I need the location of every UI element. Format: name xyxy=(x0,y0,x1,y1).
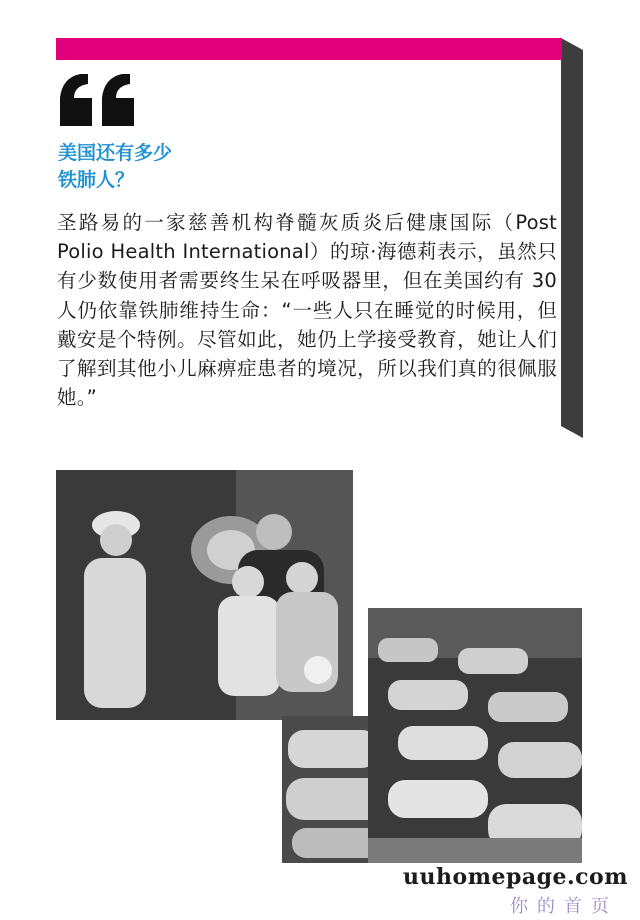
watermark-domain: uuhomepage.com xyxy=(403,864,628,890)
headline-line-2: 铁肺人？ xyxy=(58,169,135,191)
photo-family-iron-lung xyxy=(56,470,353,720)
quote-mark-icon xyxy=(58,72,138,128)
card-shadow xyxy=(561,38,583,438)
watermark-cn: 你的首页 xyxy=(510,896,618,917)
headline xyxy=(58,140,172,194)
headline-line-1: 美国还有多少 xyxy=(58,142,173,164)
body-paragraph: 圣路易的一家慈善机构脊髓灰质炎后健康国际（Post Polio Health International）的琼·海德莉表示，虽然只有少数使用者需要终生呆在呼吸器里，但在美国约有 30 人仍依靠铁肺维持生命：“一些人只在睡觉的时候用，但戴安是个特例。尽管如此，她仍上学接受教育，她让人们了解到其他小儿麻痹症患者的境况，所以我们真的很佩服她。” xyxy=(57,211,557,410)
card-accent-bar xyxy=(56,38,562,60)
photo-iron-lung-ward xyxy=(368,608,582,863)
